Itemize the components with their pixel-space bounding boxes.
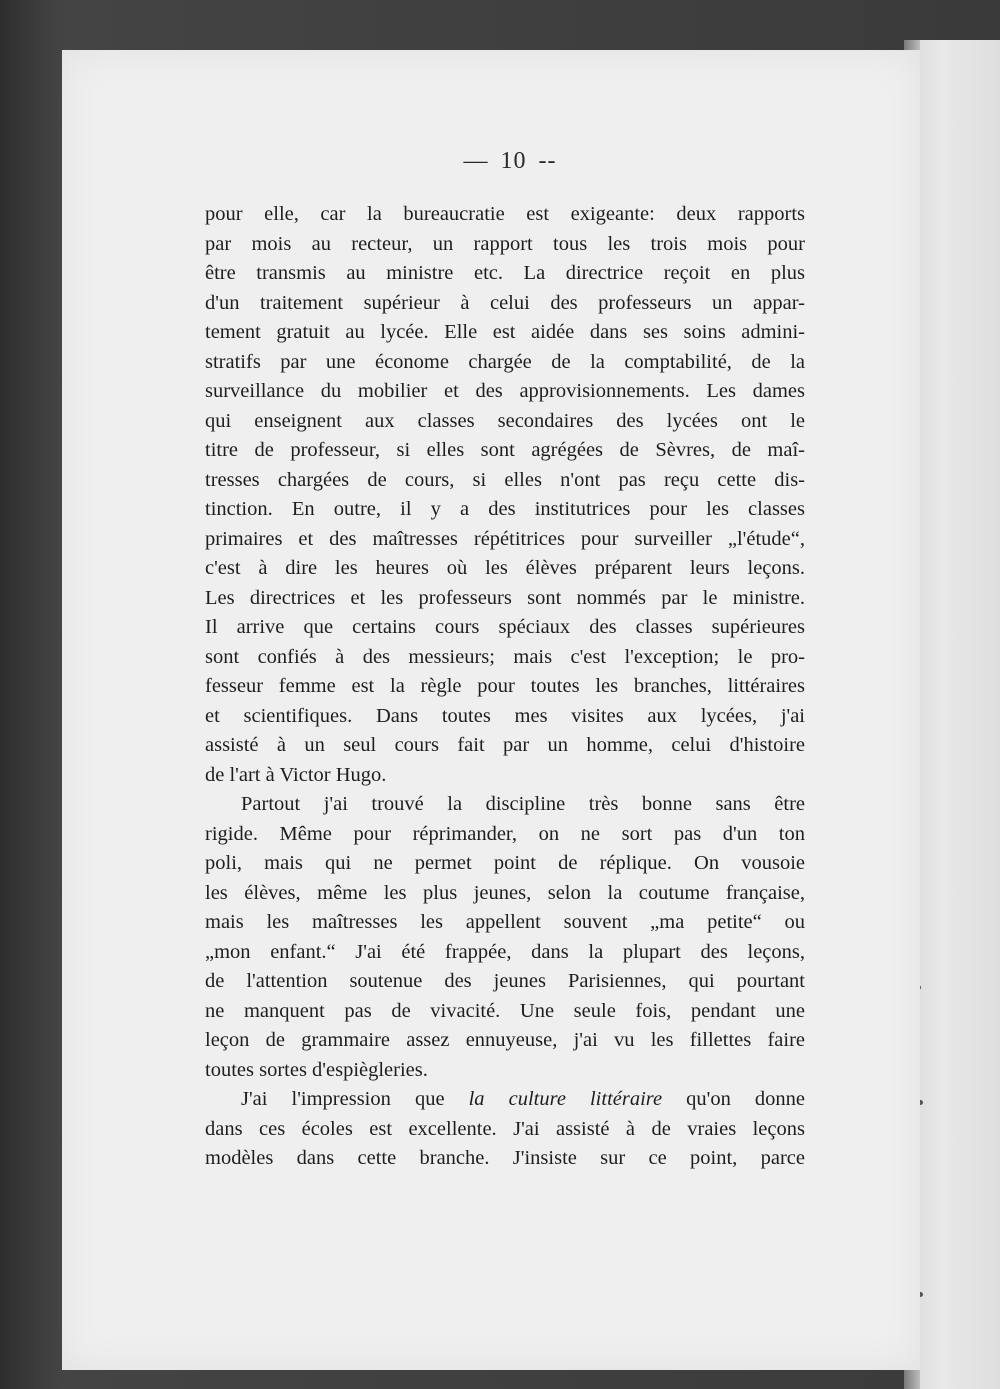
text-line: par mois au recteur, un rapport tous les trois mois pour — [205, 232, 805, 255]
text-line: leçon de grammaire assez ennuyeuse, j'ai vu les fillettes faire — [205, 1029, 805, 1051]
text-line: d'un traitement supérieur à celui des professeurs un appar- — [205, 291, 805, 314]
text-line: Les directrices et les professeurs sont nommés par le ministre. — [205, 586, 805, 609]
body-text — [205, 200, 805, 1174]
text-line: c'est à dire les heures où les élèves préparent leurs leçons. — [205, 557, 805, 579]
text-line: et scientifiques. Dans toutes mes visites aux lycées, j'ai — [205, 704, 805, 727]
header-dash-left: — — [463, 148, 489, 174]
text-line: primaires et des maîtresses répétitrices pour surveiller „l'étude“, — [205, 527, 805, 550]
text-line: sont confiés à des messieurs; mais c'est l'exception; le pro- — [205, 645, 805, 668]
text-line: rigide. Même pour réprimander, on ne sort pas d'un ton — [205, 822, 805, 845]
text-line: les élèves, même les plus jeunes, selon la coutume française, — [205, 881, 805, 904]
text-line: tinction. En outre, il y a des institutrices pour les classes — [205, 498, 805, 520]
text-line-paragraph-start: Partout j'ai trouvé la discipline très bonne sans être — [241, 793, 805, 815]
text-line: titre de professeur, si elles sont agrégées de Sèvres, de maî- — [205, 439, 805, 461]
text-line: pour elle, car la bureaucratie est exigeante: deux rapports — [205, 203, 805, 225]
text-line: mais les maîtresses les appellent souvent „ma petite“ ou — [205, 911, 805, 933]
text-line: assisté à un seul cours fait par un homme, celui d'histoire — [205, 734, 805, 756]
text-line: modèles dans cette branche. J'insiste sur ce point, parce — [205, 1147, 805, 1169]
text-line-paragraph-start — [205, 1085, 805, 1115]
text-line: ne manquent pas de vivacité. Une seule fois, pendant une — [205, 999, 805, 1022]
page-number: 10 — [500, 148, 527, 174]
text-line: fesseur femme est la règle pour toutes les branches, littéraires — [205, 675, 805, 697]
text-line: stratifs par une économe chargée de la comptabilité, de la — [205, 350, 805, 373]
italic-phrase: la culture littéraire — [468, 1088, 663, 1110]
text-segment: qu'on donne — [686, 1088, 806, 1110]
text-line: tresses chargées de cours, si elles n'ont pas reçu cette dis- — [205, 468, 805, 491]
header-dash-right: -- — [538, 148, 557, 174]
text-line: surveillance du mobilier et des approvisionnements. Les dames — [205, 380, 805, 402]
text-line: être transmis au ministre etc. La directrice reçoit en plus — [205, 262, 805, 284]
text-line: dans ces écoles est excellente. J'ai assisté à de vraies leçons — [205, 1117, 805, 1140]
text-line-paragraph-end: de l'art à Victor Hugo. — [205, 763, 387, 786]
text-line: qui enseignent aux classes secondaires des lycées ont le — [205, 409, 805, 432]
text-segment: J'ai l'impression que — [241, 1088, 445, 1110]
page-number-header — [420, 148, 600, 175]
text-line: poli, mais qui ne permet point de réplique. On vousoie — [205, 852, 805, 874]
text-line: tement gratuit au lycée. Elle est aidée dans ses soins admini- — [205, 321, 805, 343]
text-line: de l'attention soutenue des jeunes Parisiennes, qui pourtant — [205, 970, 805, 992]
text-line: Il arrive que certains cours spéciaux des classes supérieures — [205, 616, 805, 638]
text-line: „mon enfant.“ J'ai été frappée, dans la plupart des leçons, — [205, 940, 805, 963]
text-line-paragraph-end: toutes sortes d'espiègleries. — [205, 1058, 428, 1081]
